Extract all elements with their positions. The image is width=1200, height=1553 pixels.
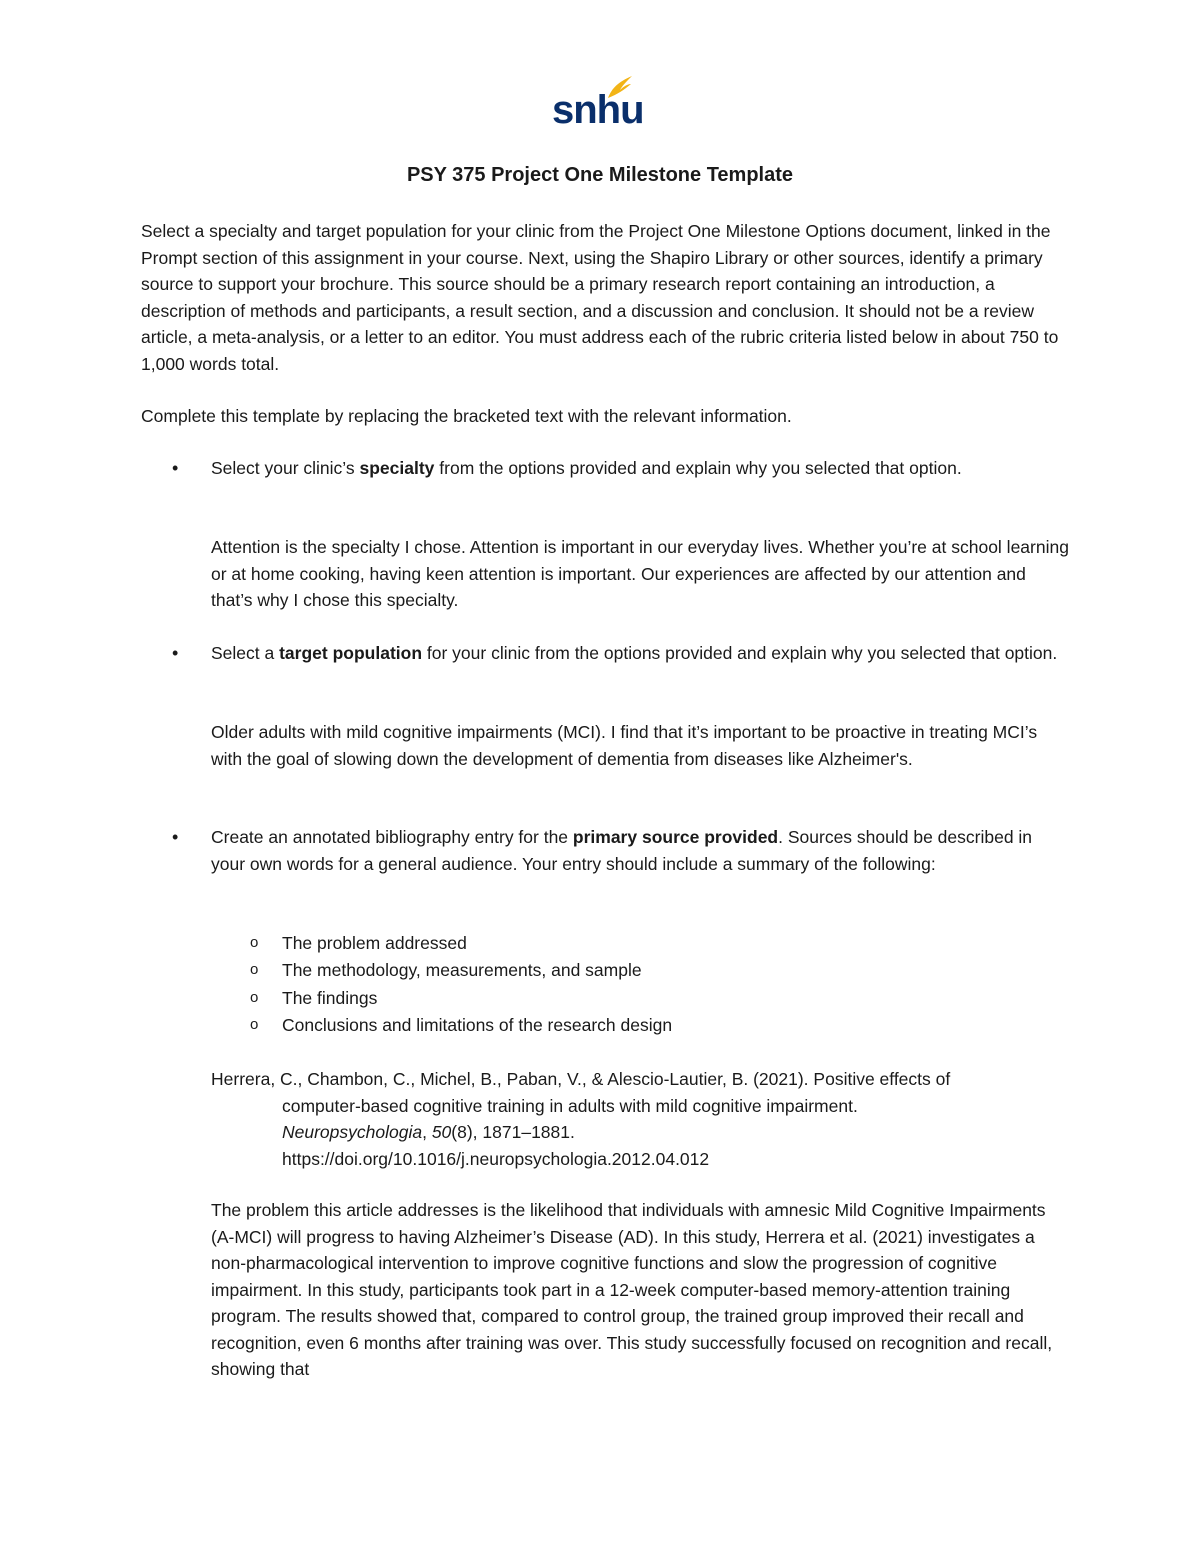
doi-link[interactable]: https://doi.org/10.1016/j.neuropsychologia.2012.04.012: [282, 1148, 710, 1169]
reference-line: Herrera, C., Chambon, C., Michel, B., Paban, V., & Alescio-Lautier, B. (2021). Positive effects of: [211, 1069, 951, 1089]
specialty-prompt: [211, 455, 1061, 482]
logo-wordmark: snhu: [552, 88, 644, 132]
list-item-text: Conclusions and limitations of the research design: [282, 1014, 673, 1035]
bullet-icon: •: [172, 827, 179, 847]
specialty-answer: Attention is the specialty I chose. Attention is important in our everyday lives. Whether you’re at school learning or at home cooking, having keen attention is important. Our experiences are affected by our attention and that’s why I chose this specialty.: [211, 537, 1069, 610]
instruction-paragraph: Complete this template by replacing the bracketed text with the relevant information.: [141, 406, 792, 426]
list-item: [250, 1012, 950, 1039]
prompt-text: from the options provided and explain why you selected that option.: [434, 458, 962, 478]
list-item: [250, 957, 950, 984]
document-title: PSY 375 Project One Milestone Template: [406, 164, 794, 186]
population-prompt: [211, 640, 1061, 667]
circle-bullet-icon: o: [250, 934, 259, 951]
prompt-keyword: target population: [279, 643, 423, 663]
journal-volume: 50: [431, 1122, 452, 1142]
annotation-paragraph: The problem this article addresses is the likelihood that individuals with amnesic Mild Cognitive Impairments (A-MCI) will progress to having Alzheimer’s Disease (AD). In this study, Herrera et al. (2021) investigates a non-pharmacological intervention to improve cognitive functions and slow the progression of cognitive impairment. In this study, participants took part in a 12-week computer-based memory-attention training program. The results showed that, compared to control group, the trained group improved their recall and recognition, even 6 months after training was over. This study successfully focused on recognition and recall, showing that: [211, 1200, 1053, 1379]
snhu-logo: [552, 72, 642, 136]
journal-name: Neuropsychologia: [282, 1122, 423, 1142]
intro-paragraph: Select a specialty and target population for your clinic from the Project One Milestone Options document, linked in the Prompt section of this assignment in your course. Next, using the Shapiro Library or other sources, identify a primary source to support your brochure. This source should be a primary research report containing an introduction, a description of methods and participants, a result section, and a discussion and conclusion. It should not be a review article, a meta-analysis, or a letter to an editor. You must address each of the rubric criteria listed below in about 750 to 1,000 words total.: [141, 221, 1059, 374]
prompt-keyword: primary source provided: [572, 827, 779, 847]
prompt-text: . Sources should be described in your own words for a general audience. Your entry should include a summary of the following:: [211, 827, 1033, 874]
list-item-text: The findings: [282, 987, 378, 1008]
bibliography-prompt: [211, 824, 1061, 877]
reference-line: computer-based cognitive training in adults with mild cognitive impairment.: [282, 1095, 858, 1116]
list-item: [250, 985, 950, 1012]
population-answer: Older adults with mild cognitive impairments (MCI). I find that it’s important to be proactive in treating MCI’s with the goal of slowing down the development of dementia from diseases like Alzheimer's.: [211, 722, 1038, 769]
prompt-text: Create an annotated bibliography entry for the: [211, 827, 573, 847]
prompt-text: for your clinic from the options provided and explain why you selected that option.: [422, 643, 1058, 663]
reference-separator: ,: [422, 1122, 432, 1142]
flame-icon: [604, 72, 634, 102]
bullet-icon: •: [172, 643, 179, 663]
prompt-keyword: specialty: [359, 458, 435, 478]
bullet-icon: •: [172, 458, 179, 478]
circle-bullet-icon: o: [250, 988, 259, 1006]
prompt-text: Select a: [211, 643, 280, 663]
list-item-text: The problem addressed: [282, 933, 467, 953]
summary-checklist: [250, 930, 950, 1039]
list-item: [250, 930, 950, 957]
circle-bullet-icon: o: [250, 961, 259, 979]
list-item-text: The methodology, measurements, and sample: [282, 960, 642, 981]
journal-pages: (8), 1871–1881.: [451, 1122, 575, 1142]
circle-bullet-icon: o: [250, 1015, 259, 1033]
reference-line: [211, 1119, 1071, 1146]
prompt-text: Select your clinic’s: [211, 458, 360, 478]
reference-entry: [211, 1066, 1071, 1172]
